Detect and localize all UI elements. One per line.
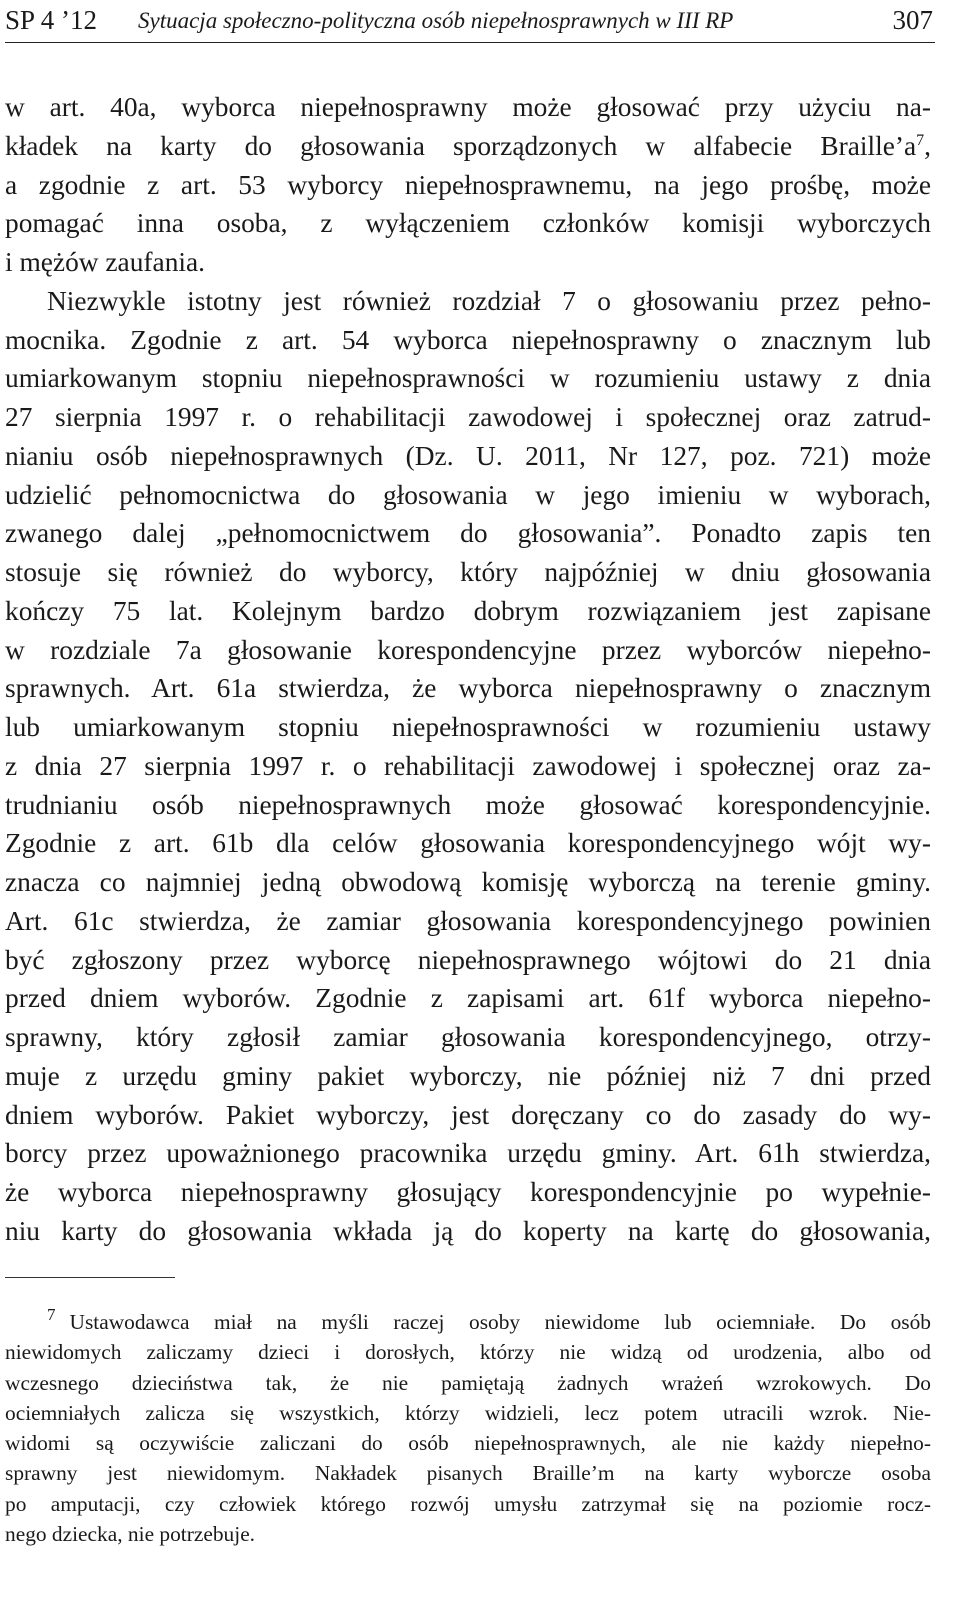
text-line: niu karty do głosowania wkłada ją do koperty na kartę do głosowania, bbox=[5, 1215, 931, 1246]
text-line: umiarkowanym stopniu niepełnosprawności w rozumieniu ustawy z dnia bbox=[5, 363, 931, 394]
text-line: nianiu osób niepełnosprawnych (Dz. U. 2011, Nr 127, poz. 721) może bbox=[5, 440, 931, 471]
text-line: pomagać inna osoba, z wyłączeniem członków komisji wyborczych bbox=[5, 208, 931, 239]
footnote-reference: 7 bbox=[916, 131, 925, 149]
text-line: stosuje się również do wyborcy, który najpóźniej w dniu głosowania bbox=[5, 557, 931, 587]
text-line: a zgodnie z art. 53 wyborcy niepełnosprawnemu, na jego prośbę, może bbox=[5, 169, 931, 200]
text-line: lub umiarkowanym stopniu niepełnosprawności w rozumieniu ustawy bbox=[5, 712, 931, 742]
text-line: być zgłoszony przez wyborcę niepełnosprawnego wójtowi do 21 dnia bbox=[5, 944, 931, 975]
running-header bbox=[5, 0, 935, 43]
footnote-line: wczesnego dzieciństwa tak, że nie pamiętają żadnych wrażeń wzrokowych. Do bbox=[5, 1370, 931, 1395]
journal-issue: SP 4 ’12 bbox=[5, 5, 98, 35]
text-line: kładek na karty do głosowania sporządzonych w alfabecie Braille’a$^7$, bbox=[5, 130, 931, 161]
text-line: udzielić pełnomocnictwa do głosowania w jego imieniu w wyborach, bbox=[5, 479, 931, 510]
text-line: Niezwykle istotny jest również rozdział 7 o głosowaniu przez pełno- bbox=[47, 285, 931, 316]
text-line: w art. 40a, wyborca niepełnosprawny może głosować przy użyciu na- bbox=[5, 92, 931, 122]
footnote-line: widomi są oczywiście zaliczani do osób niepełnosprawnych, ale nie każdy niepełno- bbox=[5, 1431, 931, 1456]
text-line: muje z urzędu gminy pakiet wyborczy, nie później niż 7 dni przed bbox=[5, 1060, 931, 1091]
footnote-line: niewidomych zaliczamy dzieci i dorosłych, którzy nie widzą od urodzenia, albo od bbox=[5, 1340, 931, 1365]
footnote-line: sprawny jest niewidomym. Nakładek pisanych Braille’m na karty wyborcze osoba bbox=[5, 1461, 931, 1486]
text-line: przed dniem wyborów. Zgodnie z zapisami art. 61f wyborca niepełno- bbox=[5, 983, 931, 1014]
footnote-line: $^7$ Ustawodawca miał na myśli raczej osoby niewidome lub ociemniałe. Do osób bbox=[47, 1305, 931, 1334]
footnote-number: 7 bbox=[47, 1305, 56, 1324]
text-line: sprawny, który zgłosił zamiar głosowania korespondencyjnego, otrzy- bbox=[5, 1022, 931, 1052]
text-line: w rozdziale 7a głosowanie korespondencyjne przez wyborców niepełno- bbox=[5, 634, 931, 665]
footnote-divider bbox=[5, 1277, 175, 1278]
footnote-line: ociemniałych zalicza się wszystkich, którzy widzieli, lecz potem utracili wzrok. Nie- bbox=[5, 1400, 931, 1425]
text-line: dniem wyborów. Pakiet wyborczy, jest doręczany co do zasady do wy- bbox=[5, 1099, 931, 1130]
footnote-line: po amputacji, czy człowiek którego rozwój umysłu zatrzymał się na poziomie rocz- bbox=[5, 1491, 931, 1516]
text-line: sprawnych. Art. 61a stwierdza, że wyborca niepełnosprawny o znacznym bbox=[5, 673, 931, 704]
text-line: Art. 61c stwierdza, że zamiar głosowania korespondencyjnego powinien bbox=[5, 905, 931, 936]
text-line: Zgodnie z art. 61b dla celów głosowania korespondencyjnego wójt wy- bbox=[5, 828, 931, 859]
footnote bbox=[5, 1307, 931, 1549]
footnote-line: nego dziecka, nie potrzebuje. bbox=[5, 1522, 256, 1547]
text-line: 27 sierpnia 1997 r. o rehabilitacji zawodowej i społecznej oraz zatrud- bbox=[5, 402, 931, 432]
running-title: Sytuacja społeczno-polityczna osób niepełnosprawnych w III RP bbox=[138, 8, 734, 33]
text-line: mocnika. Zgodnie z art. 54 wyborca niepełnosprawny o znacznym lub bbox=[5, 324, 931, 355]
text-line: zwanego dalej „pełnomocnictwem do głosowania”. Ponadto zapis ten bbox=[5, 518, 931, 549]
text-line: borcy przez upoważnionego pracownika urzędu gminy. Art. 61h stwierdza, bbox=[5, 1138, 931, 1169]
text-line: i mężów zaufania. bbox=[5, 247, 205, 277]
text-line: znacza co najmniej jedną obwodową komisję wyborczą na terenie gminy. bbox=[5, 867, 931, 897]
text-line: z dnia 27 sierpnia 1997 r. o rehabilitacji zawodowej i społecznej oraz za- bbox=[5, 750, 931, 781]
text-line: że wyborca niepełnosprawny głosujący korespondencyjnie po wypełnie- bbox=[5, 1177, 931, 1207]
text-line: kończy 75 lat. Kolejnym bardzo dobrym rozwiązaniem jest zapisane bbox=[5, 595, 931, 626]
body-text bbox=[5, 88, 931, 1251]
page-number: 307 bbox=[892, 5, 933, 35]
text-line: trudnianiu osób niepełnosprawnych może głosować korespondencyjnie. bbox=[5, 789, 931, 820]
